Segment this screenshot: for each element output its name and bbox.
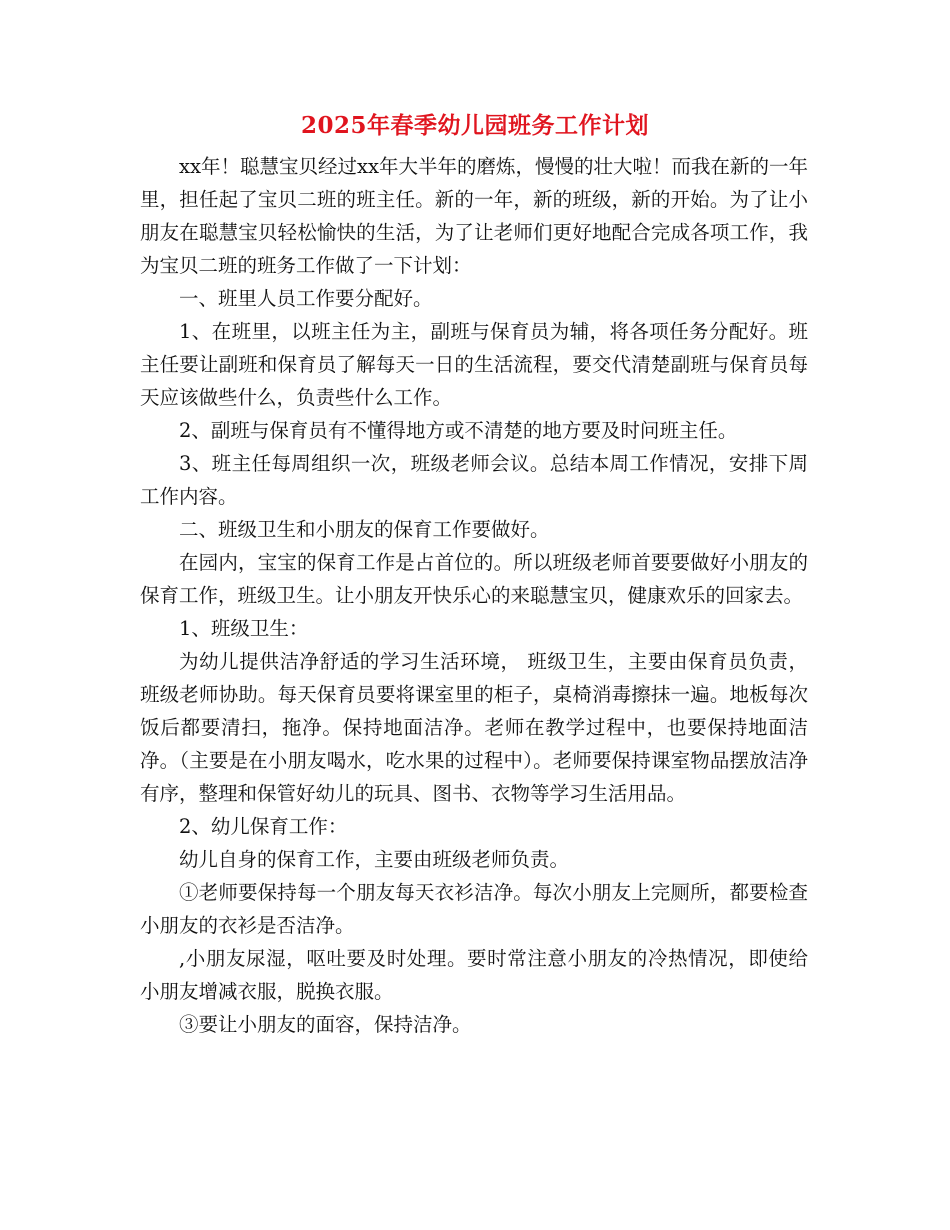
document-title: 2025年春季幼儿园班务工作计划 [300,112,649,139]
paragraph-care-intro: 在园内，宝宝的保育工作是占首位的。所以班级老师首要要做好小朋友的保育工作，班级卫生。让小朋友开快乐心的来聪慧宝贝，健康欢乐的回家去。 [140,551,808,607]
list-item-2: ,小朋友尿湿，呕吐要及时处理。要时常注意小朋友的冷热情况，即使给小朋友增减衣服，脱换衣服。 [140,947,808,1003]
paragraph-item-1: 1、在班里，以班主任为主，副班与保育员为辅，将各项任务分配好。班主任要让副班和保育员了解每天一日的生活流程，要交代清楚副班与保育员每天应该做些什么，负责些什么工作。 [140,320,808,409]
section-heading-2: 二、班级卫生和小朋友的保育工作要做好。 [179,518,550,541]
paragraph-item-2: 2、副班与保育员有不懂得地方或不清楚的地方要及时问班主任。 [179,419,738,442]
section-heading-1: 一、班里人员工作要分配好。 [179,287,433,310]
list-item-3: ③要让小朋友的面容，保持洁净。 [179,1013,472,1036]
paragraph-item-3: 3、班主任每周组织一次，班级老师会议。总结本周工作情况，安排下周工作内容。 [140,452,808,508]
list-item-1: ①老师要保持每一个朋友每天衣衫洁净。每次小朋友上完厕所，都要检查小朋友的衣衫是否洁净。 [140,881,808,937]
paragraph-intro: xx年！聪慧宝贝经过xx年大半年的磨炼，慢慢的壮大啦！而我在新的一年里，担任起了宝贝二班的班主任。新的一年，新的班级，新的开始。为了让小朋友在聪慧宝贝轻松愉快的生活，为了让老师们更好地配合完成各项工作，我为宝贝二班的班务工作做了一下计划： [140,155,808,277]
subheading-class-hygiene: 1、班级卫生： [179,617,309,640]
paragraph-child-care: 幼儿自身的保育工作，主要由班级老师负责。 [179,848,570,871]
subheading-child-care: 2、幼儿保育工作： [179,815,348,838]
paragraph-class-hygiene: 为幼儿提供洁净舒适的学习生活环境， 班级卫生，主要由保育员负责，班级老师协助。每天保育员要将课室里的柜子，桌椅消毒擦抹一遍。地板每次饭后都要清扫，拖净。保持地面洁净。老师在教学过程中，也要保持地面洁净。（主要是在小朋友喝水，吃水果的过程中）。老师要保持课室物品摆放洁净有序，整理和保管好幼儿的玩具、图书、衣物等学习生活用品。 [140,650,808,805]
document-body [140,150,808,1041]
